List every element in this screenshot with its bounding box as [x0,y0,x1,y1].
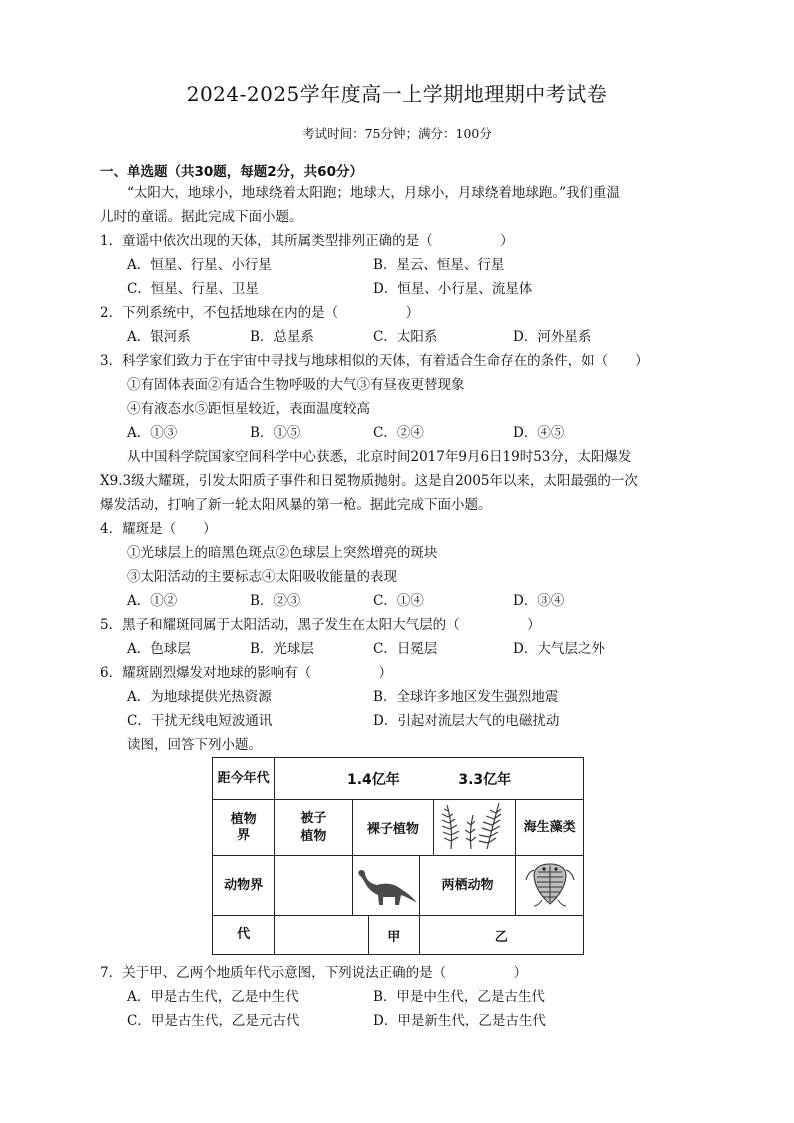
q4-option-d: D．③④ [513,593,565,609]
intro2-line3: 爆发活动，打响了新一轮太阳风暴的第一枪。据此完成下面小题。 [100,497,492,513]
q3-option-d: D．④⑤ [513,425,565,441]
q7-stem: 7．关于甲、乙两个地质年代示意图，下列说法正确的是（ ） [100,965,528,981]
q4-statements-1: ①光球层上的暗黑色斑点②色球层上突然增亮的斑块 [127,545,438,561]
fern-icon [437,801,513,851]
row-header-age: 距今年代 [213,758,275,800]
q5-option-d: D．大气层之外 [513,641,605,657]
q7-option-b: B．甲是中生代，乙是古生代 [373,989,545,1005]
age-cell [275,758,584,800]
q3-option-c: C．②④ [373,425,424,441]
q5-option-b: B．光球层 [250,641,314,657]
q1-option-c: C．恒星、行星、卫星 [127,281,259,297]
q1-option-a: A．恒星、行星、小行星 [127,257,272,273]
era-jia: 甲 [368,916,419,955]
plant-gymnosperm: 裸子植物 [352,800,434,856]
row-header-era: 代 [213,916,275,955]
trilobite-icon [520,860,580,908]
q6-stem: 6．耀斑剧烈爆发对地球的影响有（ ） [100,665,393,681]
plant-angiosperm: 被子植物 [275,800,352,856]
q6-option-b: B．全球许多地区发生强烈地震 [373,689,559,705]
intro1-line2: 儿时的童谣。据此完成下面小题。 [100,209,303,225]
q6-option-c: C．干扰无线电短波通讯 [127,713,273,729]
q7-option-a: A．甲是古生代，乙是中生代 [127,989,299,1005]
animal-amphibian: 两栖动物 [419,856,516,916]
q3-option-a: A．①③ [127,425,178,441]
row-header-animals: 动物界 [213,856,275,916]
q7-option-d: D．甲是新生代，乙是古生代 [373,1013,546,1029]
q1-option-b: B．星云、恒星、行星 [373,257,505,273]
dinosaur-icon [353,861,419,907]
q3-option-b: B．①⑤ [250,425,301,441]
era-empty-cell [275,916,369,955]
q2-option-d: D．河外星系 [513,329,592,345]
intro1-line1: “太阳大，地球小，地球绕着太阳跑；地球大，月球小，月球绕着地球跑。”我们重温 [127,185,621,201]
q2-option-a: A．银河系 [127,329,191,345]
geologic-era-figure [212,757,584,955]
q4-option-c: C．①④ [373,593,424,609]
q3-conditions-2: ④有液态水⑤距恒星较近，表面温度较高 [127,401,370,417]
age-label-1: 1.4亿年 [347,771,400,788]
q4-option-a: A．①② [127,593,178,609]
q2-option-b: B．总星系 [250,329,314,345]
fern-illustration-cell [434,800,516,856]
intro2-line1: 从中国科学院国家空间科学中心获悉，北京时间2017年9月6日19时53分，太阳爆发 [127,449,632,465]
q2-stem: 2．下列系统中，不包括地球在内的是（ ） [100,305,420,321]
q5-option-c: C．日冕层 [373,641,438,657]
exam-title: 2024-2025学年度高一上学期地理期中考试卷 [186,82,608,106]
intro2-line2: X9.3级大耀斑，引发太阳质子事件和日冕物质抛射。这是自2005年以来，太阳最强的一次 [100,473,638,489]
q5-option-a: A．色球层 [127,641,191,657]
plant-marine-algae: 海生藻类 [516,800,584,856]
q6-option-d: D．引起对流层大气的电磁扰动 [373,713,560,729]
animal-empty-cell [275,856,352,916]
exam-subtitle: 考试时间：75分钟；满分：100分 [302,126,492,141]
q5-stem: 5．黑子和耀斑同属于太阳活动，黑子发生在太阳大气层的（ ） [100,617,541,633]
row-header-plants: 植物界 [213,800,275,856]
q3-conditions-1: ①有固体表面②有适合生物呼吸的大气③有昼夜更替现象 [127,377,465,393]
q7-option-c: C．甲是古生代，乙是元古代 [127,1013,300,1029]
q6-option-a: A．为地球提供光热资源 [127,689,272,705]
dinosaur-illustration-cell [352,856,419,916]
q4-option-b: B．②③ [250,593,301,609]
q4-stem: 4．耀斑是（ ） [100,521,217,537]
age-label-2: 3.3亿年 [458,771,512,788]
q4-statements-2: ③太阳活动的主要标志④太阳吸收能量的表现 [127,569,397,585]
section-heading: 一、单选题（共30题，每题2分，共60分） [100,164,363,180]
q2-option-c: C．太阳系 [373,329,438,345]
q1-stem: 1．童谣中依次出现的天体，其所属类型排列正确的是（ ） [100,233,514,249]
q1-option-d: D．恒星、小行星、流星体 [373,281,533,297]
trilobite-illustration-cell [516,856,584,916]
era-yi: 乙 [419,916,583,955]
q3-stem: 3．科学家们致力于在宇宙中寻找与地球相似的天体，有着适合生命存在的条件，如（ ） [100,353,649,369]
read-figure-prompt: 读图，回答下列小题。 [127,737,262,753]
